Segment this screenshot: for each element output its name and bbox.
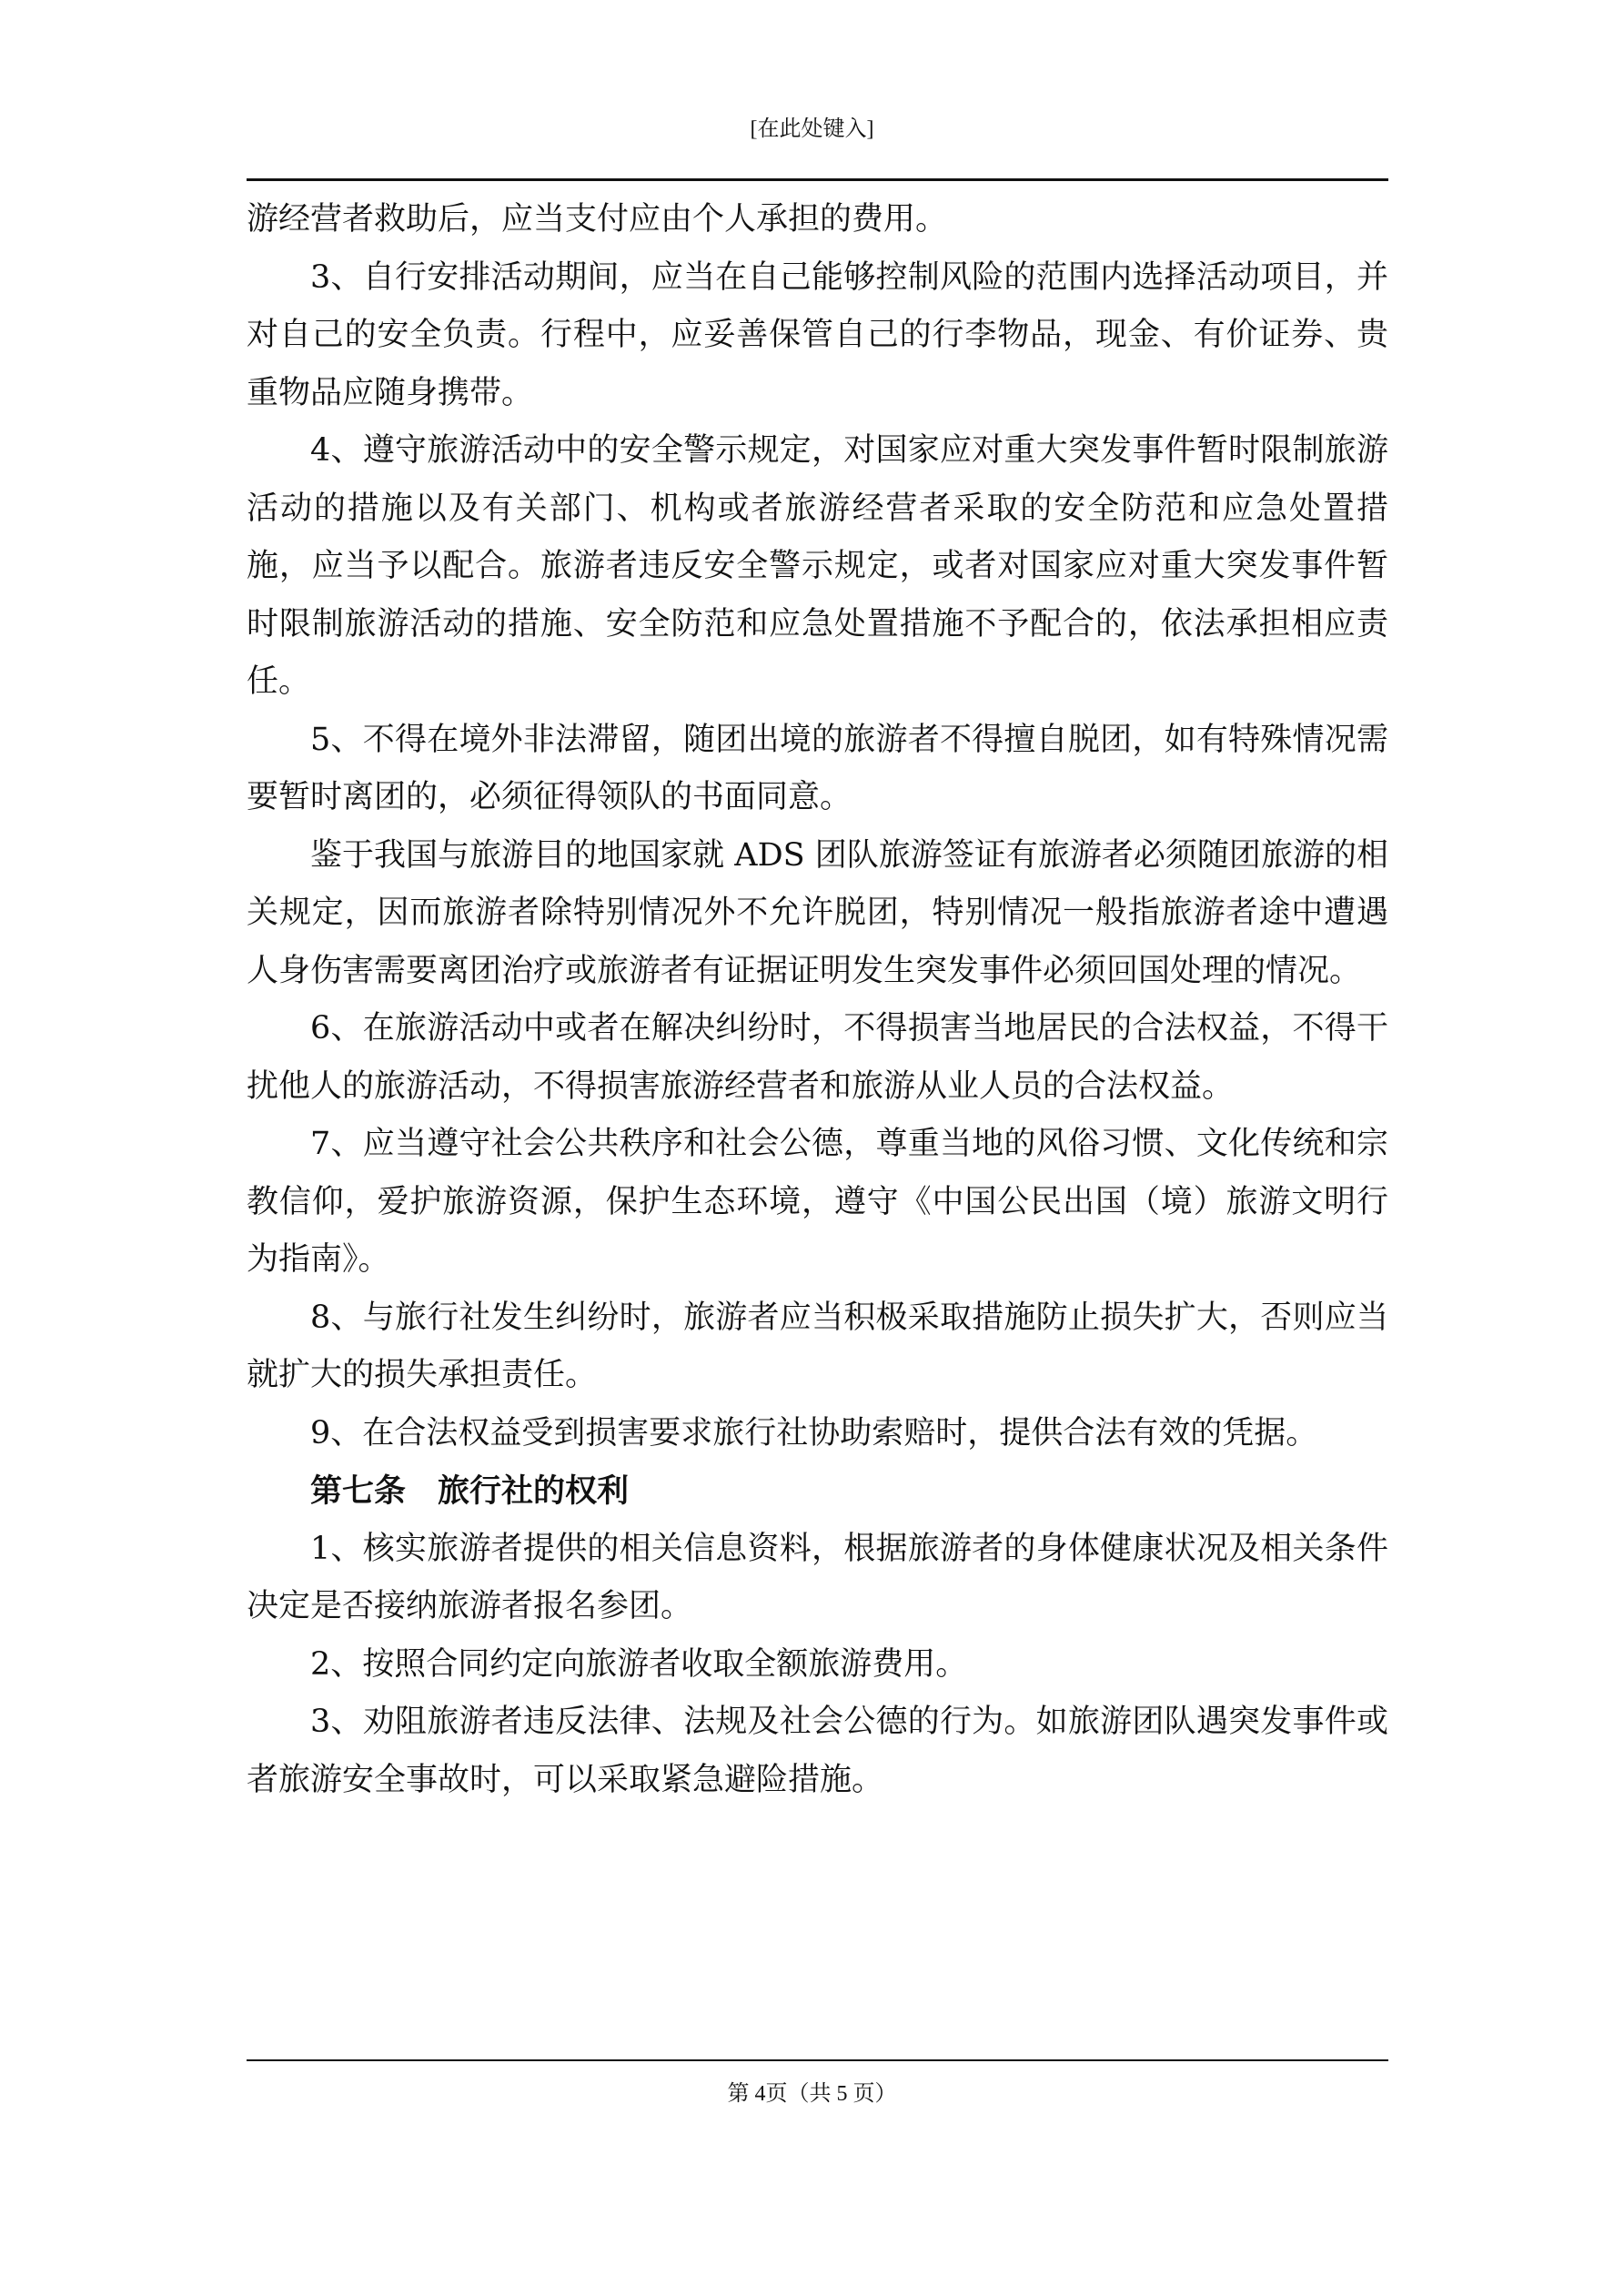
footer-divider — [247, 2059, 1388, 2061]
page-header: [在此处键入] — [750, 117, 874, 141]
page-footer: 第 4页（共 5 页） — [727, 2082, 897, 2106]
paragraph-right-2: 2、按照合同约定向旅游者收取全额旅游费用。 — [310, 1645, 968, 1683]
paragraph-item-6: 6、在旅游活动中或者在解决纠纷时，不得损害当地居民的合法权益，不得干扰他人的旅游活动，不得损害旅游经营者和旅游从业人员的合法权益。 — [247, 1010, 1388, 1105]
paragraph-continuation: 游经营者救助后，应当支付应由个人承担的费用。 — [247, 201, 948, 238]
paragraph-item-7: 7、应当遵守社会公共秩序和社会公德，尊重当地的风俗习惯、文化传统和宗教信仰，爱护旅游资源，保护生态环境，遵守《中国公民出国（境）旅游文明行为指南》。 — [247, 1126, 1388, 1278]
paragraph-item-4: 4、遵守旅游活动中的安全警示规定，对国家应对重大突发事件暂时限制旅游活动的措施以及有关部门、机构或者旅游经营者采取的安全防范和应急处置措施，应当予以配合。旅游者违反安全警示规定，或者对国家应对重大突发事件暂时限制旅游活动的措施、安全防范和应急处置措施不予配合的，依法承担相应责任。 — [247, 432, 1388, 700]
paragraph-item-5: 5、不得在境外非法滞留，随团出境的旅游者不得擅自脱团，如有特殊情况需要暂时离团的，必须征得领队的书面同意。 — [247, 721, 1388, 815]
paragraph-item-9: 9、在合法权益受到损害要求旅行社协助索赔时，提供合法有效的凭据。 — [310, 1414, 1318, 1451]
paragraph-right-1: 1、核实旅游者提供的相关信息资料，根据旅游者的身体健康状况及相关条件决定是否接纳旅游者报名参团。 — [247, 1530, 1388, 1624]
paragraph-item-3: 3、自行安排活动期间，应当在自己能够控制风险的范围内选择活动项目，并对自己的安全负责。行程中，应妥善保管自己的行李物品，现金、有价证券、贵重物品应随身携带。 — [247, 258, 1388, 411]
section-heading-article-7: 第七条 旅行社的权利 — [310, 1472, 630, 1510]
paragraph-ads-note: 鉴于我国与旅游目的地国家就 ADS 团队旅游签证有旅游者必须随团旅游的相关规定，因而旅游者除特别情况外不允许脱团，特别情况一般指旅游者途中遭遇人身伤害需要离团治疗或旅游者有证据证明发生突发事件必须回国处理的情况。 — [247, 836, 1388, 989]
header-divider — [247, 178, 1388, 181]
paragraph-item-8: 8、与旅行社发生纠纷时，旅游者应当积极采取措施防止损失扩大，否则应当就扩大的损失承担责任。 — [247, 1299, 1388, 1393]
document-body — [247, 191, 1388, 1809]
paragraph-right-3: 3、劝阻旅游者违反法律、法规及社会公德的行为。如旅游团队遇突发事件或者旅游安全事故时，可以采取紧急避险措施。 — [247, 1704, 1388, 1798]
